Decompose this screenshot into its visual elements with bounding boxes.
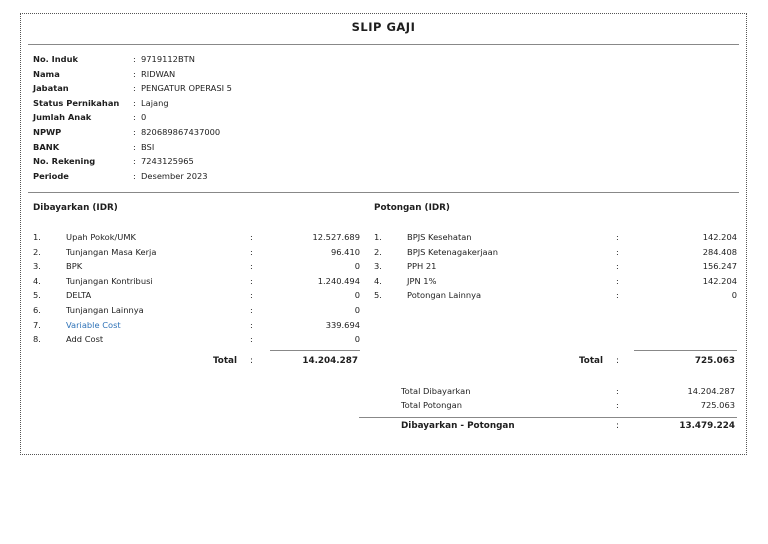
dibayarkan-item [33, 245, 360, 260]
item-colon: : [250, 232, 253, 242]
info-value: 820689867437000 [141, 126, 221, 137]
info-colon: : [133, 112, 136, 123]
item-value: 0 [354, 304, 360, 315]
item-colon: : [616, 275, 619, 286]
info-colon: : [133, 126, 136, 137]
dibayarkan-item [33, 274, 360, 289]
item-colon: : [250, 275, 253, 286]
info-row [33, 110, 232, 125]
dibayarkan-total-colon: : [250, 356, 253, 366]
potongan-item [374, 288, 737, 303]
potongan-item [374, 259, 737, 274]
title-divider [28, 44, 739, 45]
total-dibayarkan-colon: : [616, 386, 619, 396]
info-colon: : [133, 170, 136, 181]
employee-info [33, 52, 232, 183]
dibayarkan-title: Dibayarkan (IDR) [33, 203, 118, 213]
info-label: Status Pernikahan [33, 97, 120, 108]
dibayarkan-item [33, 303, 360, 318]
item-colon: : [616, 261, 619, 272]
potongan-item [374, 274, 737, 289]
item-value: 156.247 [702, 261, 737, 272]
item-value: 12.527.689 [312, 232, 360, 242]
item-colon: : [616, 246, 619, 257]
item-colon: : [250, 319, 253, 330]
info-row [33, 154, 232, 169]
item-value: 339.694 [325, 319, 360, 330]
slip-title: SLIP GAJI [351, 20, 416, 34]
potongan-total-label: Total [578, 356, 603, 366]
item-label: DELTA [66, 290, 92, 301]
total-potongan-label: Total Potongan [401, 400, 462, 410]
dibayarkan-item [33, 318, 360, 333]
info-colon: : [133, 68, 136, 79]
item-label: Add Cost [66, 334, 104, 345]
item-value: 142.204 [702, 275, 737, 286]
info-value: BSI [141, 141, 155, 152]
info-label: Nama [33, 68, 60, 79]
potongan-total-colon: : [616, 356, 619, 366]
item-number: 5. [33, 290, 41, 301]
item-number: 1. [33, 232, 41, 242]
item-label: Variable Cost [66, 319, 121, 330]
potongan-list [374, 230, 737, 303]
dibayarkan-item [33, 288, 360, 303]
dibayarkan-total-line [270, 350, 360, 351]
item-number: 4. [374, 275, 382, 286]
info-value: Lajang [141, 97, 169, 108]
dibayarkan-total-label: Total [212, 356, 237, 366]
item-value: 96.410 [330, 246, 360, 257]
total-potongan-colon: : [616, 400, 619, 410]
potongan-item [374, 245, 737, 260]
info-value: Desember 2023 [141, 170, 208, 181]
net-pay-label: Dibayarkan - Potongan [401, 421, 515, 431]
item-value: 0 [354, 290, 360, 301]
item-value: 0 [731, 290, 737, 301]
item-number: 2. [374, 246, 382, 257]
info-label: BANK [33, 141, 60, 152]
item-number: 4. [33, 275, 41, 286]
info-value: PENGATUR OPERASI 5 [141, 83, 232, 94]
item-colon: : [616, 290, 619, 301]
info-row [33, 96, 232, 111]
item-label: Potongan Lainnya [407, 290, 482, 301]
potongan-title: Potongan (IDR) [374, 203, 450, 213]
item-colon: : [250, 261, 253, 272]
net-pay-colon: : [616, 421, 619, 431]
info-label: Jumlah Anak [33, 112, 92, 123]
total-dibayarkan-label: Total Dibayarkan [401, 386, 471, 396]
info-colon: : [133, 54, 136, 64]
info-value: 0 [141, 112, 147, 123]
info-row [33, 125, 232, 140]
item-label: BPK [66, 261, 83, 272]
potongan-total-value: 725.063 [694, 356, 735, 366]
info-value: RIDWAN [141, 68, 176, 79]
dibayarkan-total-value: 14.204.287 [302, 356, 358, 366]
info-label: No. Rekening [33, 156, 96, 167]
item-number: 8. [33, 334, 41, 345]
item-colon: : [616, 232, 619, 242]
info-divider [28, 192, 739, 193]
item-colon: : [250, 246, 253, 257]
info-colon: : [133, 83, 136, 94]
info-row [33, 169, 232, 184]
item-label: JPN 1% [407, 275, 437, 286]
item-label: BPJS Ketenagakerjaan [407, 246, 498, 257]
info-row [33, 52, 232, 67]
item-value: 0 [354, 261, 360, 272]
info-row [33, 140, 232, 155]
item-number: 2. [33, 246, 41, 257]
salary-slip [20, 13, 747, 455]
dibayarkan-item [33, 259, 360, 274]
item-colon: : [250, 290, 253, 301]
item-label: Tunjangan Masa Kerja [66, 246, 157, 257]
info-label: Periode [33, 170, 69, 181]
dibayarkan-list [33, 230, 360, 347]
item-number: 6. [33, 304, 41, 315]
item-number: 7. [33, 319, 41, 330]
dibayarkan-item [33, 332, 360, 347]
total-potongan-value: 725.063 [700, 400, 735, 410]
item-number: 3. [33, 261, 41, 272]
item-label: Tunjangan Kontribusi [66, 275, 153, 286]
item-colon: : [250, 304, 253, 315]
dibayarkan-item [33, 230, 360, 245]
item-value: 1.240.494 [317, 275, 360, 286]
info-value: 9719112BTN [141, 54, 195, 64]
item-number: 3. [374, 261, 382, 272]
total-dibayarkan-value: 14.204.287 [687, 386, 735, 396]
item-number: 5. [374, 290, 382, 301]
info-label: No. Induk [33, 54, 79, 64]
info-label: Jabatan [33, 83, 69, 94]
potongan-total-line [634, 350, 737, 351]
item-colon: : [250, 334, 253, 345]
info-colon: : [133, 156, 136, 167]
info-colon: : [133, 97, 136, 108]
item-label: BPJS Kesehatan [407, 232, 472, 242]
summary-divider [359, 417, 737, 418]
info-label: NPWP [33, 126, 62, 137]
item-number: 1. [374, 232, 382, 242]
potongan-item [374, 230, 737, 245]
info-value: 7243125965 [141, 156, 194, 167]
info-colon: : [133, 141, 136, 152]
info-row [33, 67, 232, 82]
item-label: PPH 21 [407, 261, 437, 272]
item-value: 0 [354, 334, 360, 345]
item-value: 284.408 [702, 246, 737, 257]
info-row [33, 81, 232, 96]
item-label: Upah Pokok/UMK [66, 232, 136, 242]
item-label: Tunjangan Lainnya [66, 304, 144, 315]
item-value: 142.204 [702, 232, 737, 242]
net-pay-value: 13.479.224 [679, 421, 735, 431]
